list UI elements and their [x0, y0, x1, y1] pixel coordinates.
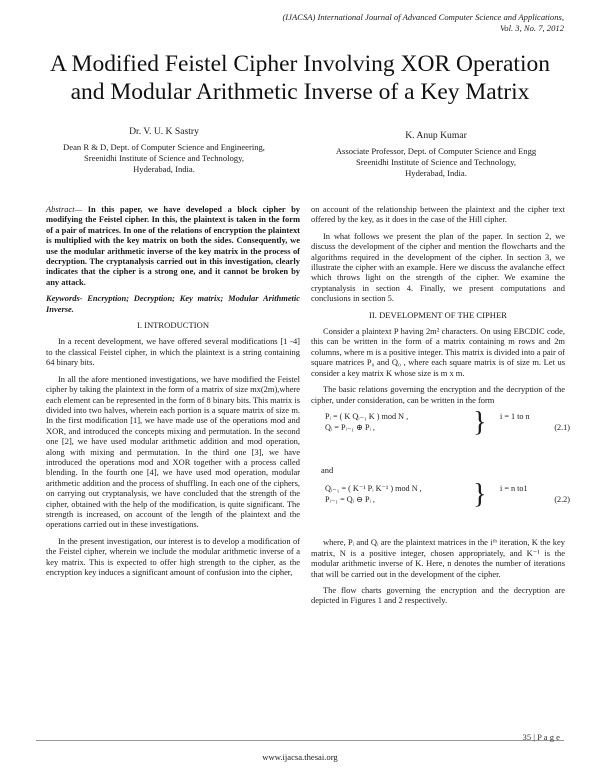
footer-url[interactable]: www.ijacsa.thesai.org — [262, 752, 338, 762]
equation-2-2-condition: i = n to1 — [500, 484, 528, 494]
and-text: and — [321, 464, 334, 475]
equation-2-2-line-2: Pᵢ₋₁ = Qᵢ ⊖ Pᵢ , — [325, 495, 375, 505]
title-line-2: and Modular Arithmetic Inverse of a Key Matrix — [70, 79, 530, 105]
equation-2-1-number: (2.1) — [554, 422, 570, 432]
title-line-1: A Modified Feistel Cipher Involving XOR Operation — [50, 51, 550, 77]
intro-paragraph-continued: on account of the relationship between the plaintext and the cipher text offered by the key, as it does in the case of the Hill cipher. — [311, 204, 565, 225]
equation-2-2 — [325, 479, 570, 529]
author-2-affiliation-3: Hyderabad, India. — [405, 168, 467, 178]
footer-divider — [36, 740, 564, 741]
author-2-affiliation-2: Sreenidhi Institute of Science and Technology, — [355, 157, 516, 167]
intro-paragraph-1: In a recent development, we have offered several modifications [1 -4] to the classical Feistel cipher, in which the plaintext is a string containing 64 binary bits. — [46, 336, 300, 368]
author-2-affiliation-1: Associate Professor, Dept. of Computer Science and Engg — [335, 146, 537, 156]
intro-paragraph-3: In the present investigation, our interest is to develop a modification of the Feistel cipher, wherein we include the modular arithmetic inverse of a key matrix. This is expected to offer high strength to the cipher, as the encryption key induces a significant amount of confusion into the cipher, — [46, 535, 300, 577]
section-2-heading: II. DEVELOPMENT OF THE CIPHER — [369, 309, 507, 320]
flowchart-paragraph: The flow charts governing the encryption and the decryption are depicted in Figures 1 and 2 respectively. — [311, 584, 565, 606]
right-column — [311, 204, 570, 612]
author-1-name: Dr. V. U. K Sastry — [129, 126, 199, 137]
author-1-affiliation-1: Dean R & D, Dept. of Computer Science and Engineering, — [63, 142, 265, 152]
author-2 — [316, 130, 556, 179]
keywords: Keywords- Encryption; Decryption; Key matrix; Modular Arithmetic Inverse. — [46, 293, 300, 314]
author-1-affiliation-3: Hyderabad, India. — [133, 164, 195, 174]
equation-2-2-number: (2.2) — [554, 495, 570, 505]
equation-2-1-line-1: Pᵢ = ( K Qᵢ₋₁ K ) mod N , — [325, 411, 409, 421]
equation-2-2-rhs — [500, 483, 570, 505]
author-2-name: K. Anup Kumar — [405, 130, 467, 141]
abstract-text: In this paper, we have developed a block cipher by modifying the Feistel cipher. In this, the plaintext is taken in the form of a pair of matrices. In one of the relations of encryption the plaintext is multiplied with the key matrix on both the sides. Consequently, we use the modular arithmetic inverse of the key matrix in the process of decryption. The cryptanalysis carried out in this investigation, clearly indicates that the cipher is a strong one, and it cannot be broken by any attack. — [46, 204, 300, 287]
equation-brace: } — [473, 479, 487, 511]
section-1-heading: I. INTRODUCTION — [136, 320, 210, 331]
where-paragraph: where, Pᵢ and Qᵢ are the plaintext matrices in the iᵗʰ iteration, K the key matrix, N is a positive integer, chosen appropriately, and K⁻¹ is the modular arithmetic inverse of K. Here, n denotes the number of iterations that will be carried out in the development of the cipher. — [311, 537, 565, 579]
author-1-affiliation-2: Sreenidhi Institute of Science and Technology, — [83, 153, 244, 163]
abstract-label: Abstract— — [46, 204, 83, 214]
abstract — [46, 204, 300, 287]
left-column — [46, 204, 300, 583]
plan-paragraph: In what follows we present the plan of the paper. In section 2, we discuss the development of the cipher and mention the flowcharts and the algorithms required in the development of the cipher. In section 3, we illustrate the cipher with an example. Here we discuss the avalanche effect which throws light on the strength of the cipher. We examine the cryptanalysis in section 4. Finally, we present computations and conclusions in section 5. — [311, 230, 565, 304]
intro-paragraph-2: In all the afore mentioned investigations, we have modified the Feistel cipher by taking the plaintext in the form of a matrix of size mx(2m),where each element can be represented in the form of 8 binary bits. This matrix is divided into two halves, wherein each portion is a square matrix of size m. In the first modification [1], we have made use of the operations mod and XOR, and introduced the concepts mixing and permutation. In the second one [2], we have used modular arithmetic addition and mod operation, along with mixing and permutation. In the third one [3], we have introduced the operations mod and XOR together with a process called blending. In the fourth one [4], we have used mod operation, modular arithmetic addition and the process of shuffling. In each one of the ciphers, on carrying out cryptanalysis, we have concluded that the strength of the cipher, obtained with the help of the modification, is quite significant. The strength is increased, on account of the length of the plaintext and the operations carried out in these investigations. — [46, 373, 300, 530]
equation-2-2-line-1: Qᵢ₋₁ = ( K⁻¹ Pᵢ K⁻¹ ) mod N , — [325, 484, 422, 494]
page-number: 35 | P a g e — [522, 732, 560, 742]
journal-name: (IJACSA) International Journal of Advanced Computer Science and Applications, — [282, 12, 564, 22]
equation-brace: } — [473, 406, 487, 438]
equation-2-1-rhs — [500, 411, 570, 433]
development-paragraph-1: Consider a plaintext P having 2m² characters. On using EBCDIC code, this can be written in the form of a matrix containing m rows and 2m columns, where m is a positive integer. This matrix is divided into a pair of square matrices P₀ and Q₀ , where each square matrix is of size m. Let us consider a key matrix K whose size is m x m. — [311, 326, 565, 378]
author-1 — [44, 126, 284, 175]
paper-title — [30, 50, 570, 106]
equation-2-1-line-2: Qᵢ = Pᵢ₋₁ ⊕ Pᵢ , — [325, 422, 375, 432]
journal-header — [282, 12, 564, 33]
journal-volume: Vol. 3, No. 7, 2012 — [500, 22, 564, 33]
equation-2-1 — [325, 406, 570, 457]
equation-2-2-lhs — [325, 483, 422, 505]
development-paragraph-2: The basic relations governing the encryption and the decryption of the cipher, under consideration, can be written in the form — [311, 384, 565, 405]
equation-2-1-condition: i = 1 to n — [500, 411, 530, 421]
equation-2-1-lhs — [325, 411, 408, 433]
